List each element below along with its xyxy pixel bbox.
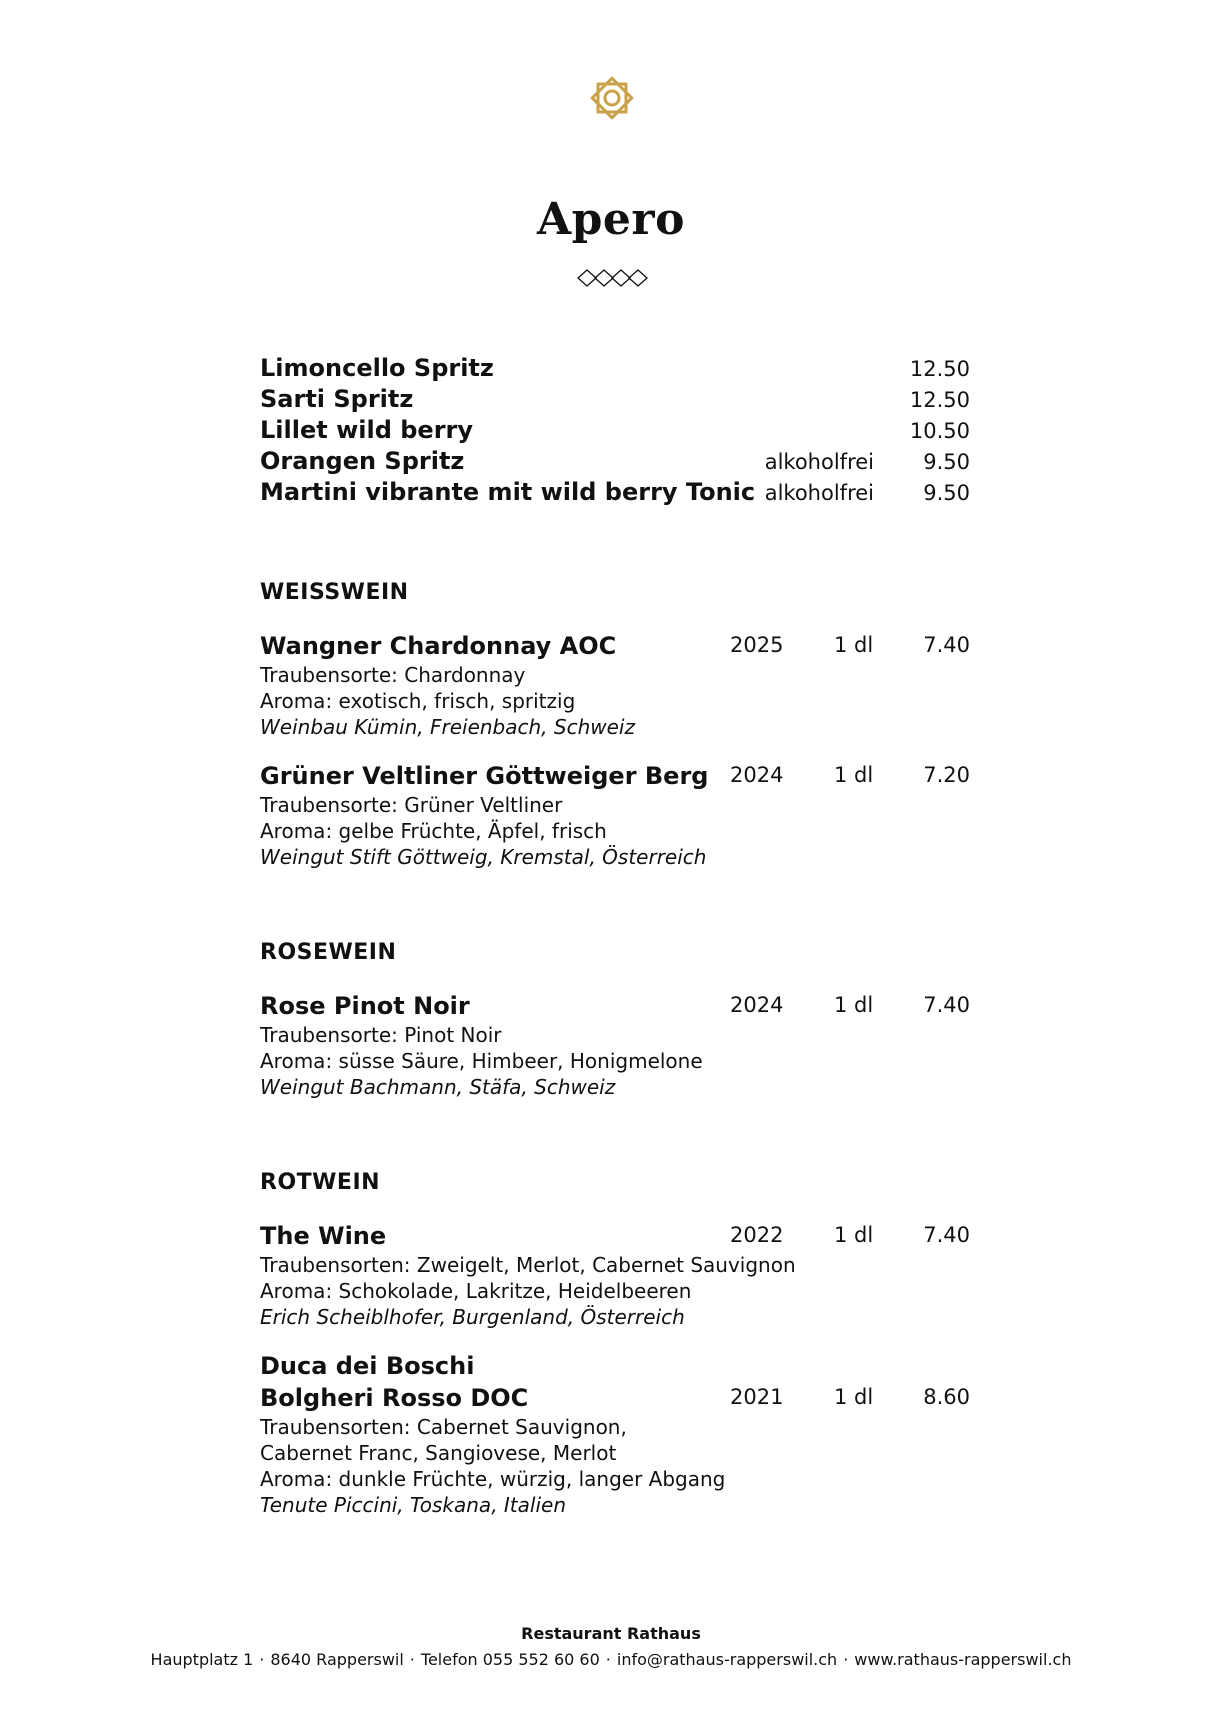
wine-name: The Wine (260, 1222, 387, 1250)
wine-entry (260, 760, 970, 870)
footer-contact (0, 1650, 1222, 1669)
wine-price: 7.40 (923, 993, 970, 1017)
grape-variety: Traubensorte: Pinot Noir (260, 1023, 502, 1047)
aroma: Aroma: Schokolade, Lakritze, Heidelbeeren (260, 1279, 692, 1303)
producer: Erich Scheiblhofer, Burgenland, Österreich (260, 1305, 685, 1329)
footer-city: 8640 Rapperswil (270, 1650, 404, 1669)
wine-volume: 1 dl (834, 1385, 874, 1409)
item-note: alkoholfrei (764, 481, 874, 505)
section-heading-rotwein: ROTWEIN (260, 1170, 381, 1195)
wine-price: 7.40 (923, 633, 970, 657)
separator: · (409, 1650, 415, 1669)
producer: Weingut Bachmann, Stäfa, Schweiz (260, 1075, 616, 1099)
wine-name-line2: Bolgheri Rosso DOC (260, 1384, 529, 1412)
separator: · (259, 1650, 265, 1669)
wine-year: 2025 (730, 633, 784, 657)
wine-entry (260, 630, 970, 740)
list-item (260, 416, 970, 448)
item-name: Martini vibrante mit wild berry Tonic (260, 478, 756, 506)
footer-address: Hauptplatz 1 (150, 1650, 254, 1669)
wine-year: 2022 (730, 1223, 784, 1247)
footer-phone: Telefon 055 552 60 60 (420, 1650, 600, 1669)
wine-year: 2021 (730, 1385, 784, 1409)
wine-name: Duca dei Boschi (260, 1352, 475, 1380)
wine-year: 2024 (730, 763, 784, 787)
footer-restaurant-name: Restaurant Rathaus (521, 1624, 701, 1643)
item-price: 12.50 (909, 357, 970, 381)
list-item (260, 385, 970, 417)
diamond-ornament-divider (576, 268, 648, 288)
producer: Weingut Stift Göttweig, Kremstal, Österreich (260, 845, 707, 869)
wine-volume: 1 dl (834, 633, 874, 657)
wine-name: Rose Pinot Noir (260, 992, 470, 1020)
item-price: 9.50 (923, 481, 970, 505)
separator: · (843, 1650, 849, 1669)
wine-price: 7.40 (923, 1223, 970, 1247)
footer-email-link[interactable]: info@rathaus-rapperswil.ch (616, 1650, 838, 1669)
ornament-star-logo (584, 70, 640, 126)
aroma: Aroma: exotisch, frisch, spritzig (260, 689, 576, 713)
wine-entry (260, 1350, 970, 1518)
wine-name: Grüner Veltliner Göttweiger Berg (260, 762, 709, 790)
producer: Tenute Piccini, Toskana, Italien (260, 1493, 566, 1517)
aroma: Aroma: dunkle Früchte, würzig, langer Abgang (260, 1467, 726, 1491)
item-name: Limoncello Spritz (260, 354, 494, 382)
item-price: 10.50 (909, 419, 970, 443)
wine-entry (260, 1220, 970, 1330)
wine-price: 8.60 (923, 1385, 970, 1409)
item-name: Sarti Spritz (260, 385, 414, 413)
page-title: Apero (537, 194, 685, 245)
aroma: Aroma: süsse Säure, Himbeer, Honigmelone (260, 1049, 703, 1073)
item-note: alkoholfrei (764, 450, 874, 474)
separator: · (605, 1650, 611, 1669)
item-name: Orangen Spritz (260, 447, 465, 475)
item-price: 9.50 (923, 450, 970, 474)
grape-variety: Traubensorte: Chardonnay (260, 663, 526, 687)
wine-year: 2024 (730, 993, 784, 1017)
grape-variety: Traubensorte: Grüner Veltliner (260, 793, 563, 817)
aroma: Aroma: gelbe Früchte, Äpfel, frisch (260, 819, 607, 843)
wine-price: 7.20 (923, 763, 970, 787)
item-name: Lillet wild berry (260, 416, 474, 444)
producer: Weinbau Kümin, Freienbach, Schweiz (260, 715, 635, 739)
section-heading-rosewein: ROSEWEIN (260, 940, 397, 965)
grape-variety-cont: Cabernet Franc, Sangiovese, Merlot (260, 1441, 617, 1465)
wine-entry (260, 990, 970, 1100)
wine-volume: 1 dl (834, 1223, 874, 1247)
footer-website-link[interactable]: www.rathaus-rapperswil.ch (854, 1650, 1072, 1669)
wine-volume: 1 dl (834, 993, 874, 1017)
section-heading-weisswein: WEISSWEIN (260, 580, 409, 605)
wine-name: Wangner Chardonnay AOC (260, 632, 617, 660)
list-item (260, 354, 970, 386)
wine-volume: 1 dl (834, 763, 874, 787)
list-item (260, 447, 970, 479)
list-item (260, 478, 970, 510)
item-price: 12.50 (909, 388, 970, 412)
grape-variety: Traubensorten: Cabernet Sauvignon, (260, 1415, 627, 1439)
grape-variety: Traubensorten: Zweigelt, Merlot, Cabernet Sauvignon (260, 1253, 796, 1277)
